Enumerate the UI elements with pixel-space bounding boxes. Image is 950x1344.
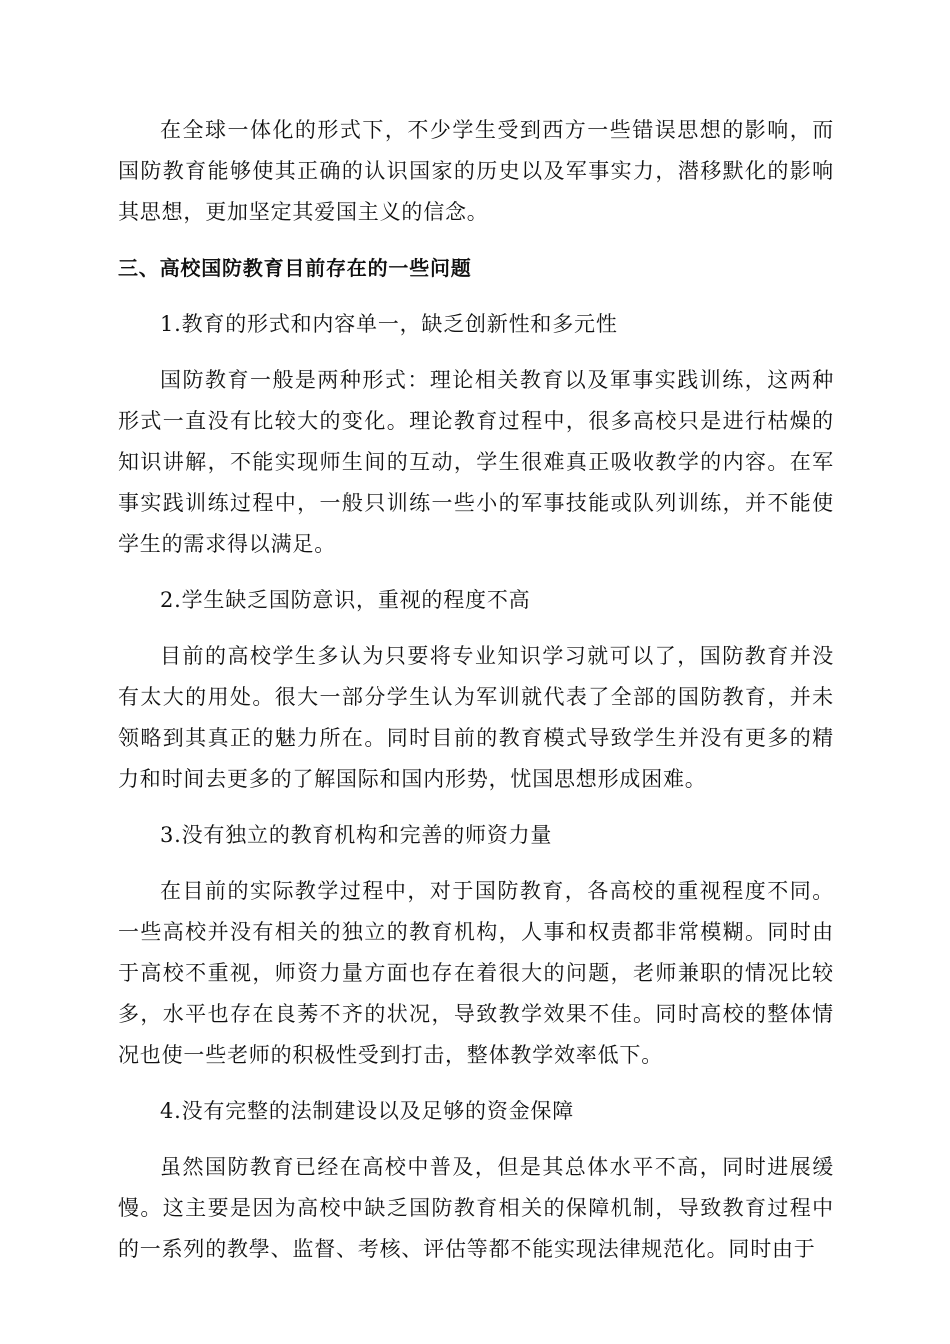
subheading-2: 2.学生缺乏国防意识，重视的程度不高	[160, 588, 531, 612]
paragraph-1: 国防教育一般是两种形式：理论相关教育以及軍事实践训练，这两种形式一直没有比较大的变化。理论教育过程中，很多高校只是进行枯燥的知识讲解，不能实现师生间的互动，学生很难真正吸收教学的内容。在军事实践训练过程中，一般只训练一些小的军事技能或队列训练，并不能使学生的需求得以满足。	[118, 368, 834, 556]
intro-paragraph: 在全球一体化的形式下，不少学生受到西方一些错误思想的影响，而国防教育能够使其正确的认识国家的历史以及军事实力，潜移默化的影响其思想，更加坚定其爱国主义的信念。	[118, 118, 834, 224]
subheading-4: 4.没有完整的法制建设以及足够的资金保障	[160, 1099, 575, 1123]
paragraph-2: 目前的高校学生多认为只要将专业知识学习就可以了，国防教育并没有太大的用处。很大一部分学生认为军训就代表了全部的国防教育，并未领略到其真正的魅力所在。同时目前的教育模式导致学生并没有更多的精力和时间去更多的了解国际和国内形势，忧国思想形成困难。	[118, 644, 834, 791]
subheading-3: 3.没有独立的教育机构和完善的师资力量	[160, 823, 553, 847]
subheading-1: 1.教育的形式和内容单一，缺乏创新性和多元性	[160, 312, 618, 336]
document-body	[118, 110, 834, 1285]
paragraph-4: 虽然国防教育已经在高校中普及，但是其总体水平不高，同时进展缓慢。这主要是因为高校中缺乏国防教育相关的保障机制，导致教育过程中的一系列的教學、监督、考核、评估等都不能实现法律规范化。同时由于	[118, 1155, 834, 1261]
paragraph-3: 在目前的实际教学过程中，对于国防教育，各高校的重视程度不同。一些高校并没有相关的独立的教育机构，人事和权责都非常模糊。同时由于高校不重视，师资力量方面也存在着很大的问题，老师兼职的情况比较多，水平也存在良莠不齐的状况，导致教学效果不佳。同时高校的整体情况也使一些老师的积极性受到打击，整体教学效率低下。	[118, 879, 834, 1067]
section-heading: 三、高校国防教育目前存在的一些问题	[118, 256, 472, 280]
